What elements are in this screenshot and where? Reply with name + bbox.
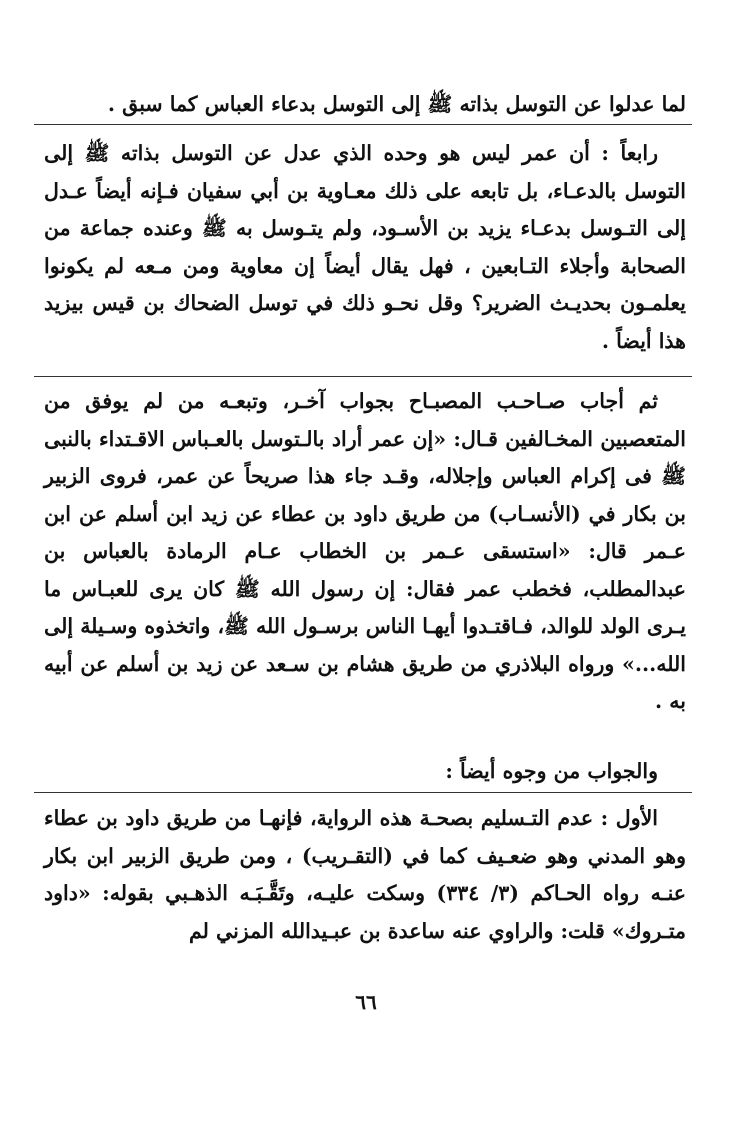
paragraph-1: لما عدلوا عن التوسل بذاته ﷺ إلى التوسل بدعاء العباس كما سبق . [107, 92, 686, 116]
paragraph-2: رابعاً : أن عمر ليس هو وحده الذي عدل عن التوسل بذاته ﷺ إلى التوسل بالدعـاء، بل تابعه على ذلك معـاوية بن أبي سفيان فـإنه أيضاً عـدل إلى التـوسل بدعـاء يزيد بن الأسـود، ولم يتـوسل به ﷺ وعنده جماعة من الصحابة وأجلاء التـابعين ، فهل يقال أيضاً إن معاوية ومن مـعه لم يكونوا يعلمـون بحديـث الضرير؟ وقل نحـو ذلك في توسل الضحاك بن قيس بيزيد هذا أيضاً . [44, 141, 686, 353]
paragraph-divider [34, 376, 692, 377]
paragraph-4: والجواب من وجوه أيضاً : [445, 759, 658, 783]
paragraph-3: ثم أجاب صـاحـب المصبـاح بجواب آخـر، وتبعـه من لم يوفق من المتعصبين المخـالفين قـال: «إن عمر أراد بالـتوسل بالعـباس الاقـتداء بالنبى ﷺ فى إكرام العباس وإجلاله، وقـد جاء هذا صريحاً عن عمر، فروى الزبير بن بكار في (الأنسـاب) من طريق داود بن عطاء عن زيد ابن أسلم عن ابن عـمر قال: «استسقى عـمر بن الخطاب عـام الرمادة بالعباس بن عبدالمطلب، فخطب عمر فقال: إن رسول الله ﷺ كان يرى للعبـاس ما يـرى الولد للوالد، فـاقتـدوا أيهـا الناس برسـول الله ﷺ، واتخذوه وسـيلة إلى الله...» ورواه البلاذري من طريق هشام بن سـعد عن زيد بن أسلم عن أبيه به . [44, 389, 686, 713]
page-number: ٦٦ [355, 990, 377, 1014]
paragraph-divider [34, 792, 692, 793]
paragraph-5: الأول : عدم التـسليم بصحـة هذه الرواية، فإنهـا من طريق داود بن عطاء وهو المدني وهو ضعـيف كما في (التقـريب) ، ومن طريق الزبير ابن بكار عنـه رواه الحـاكم (٣/ ٣٣٤) وسكت عليـه، وتَقَّـبَـه الذهـبي بقوله: «داود متـروك» قلت: والراوي عنه ساعدة بن عبـيدالله المزني لم [44, 806, 686, 943]
paragraph-divider [34, 124, 692, 125]
